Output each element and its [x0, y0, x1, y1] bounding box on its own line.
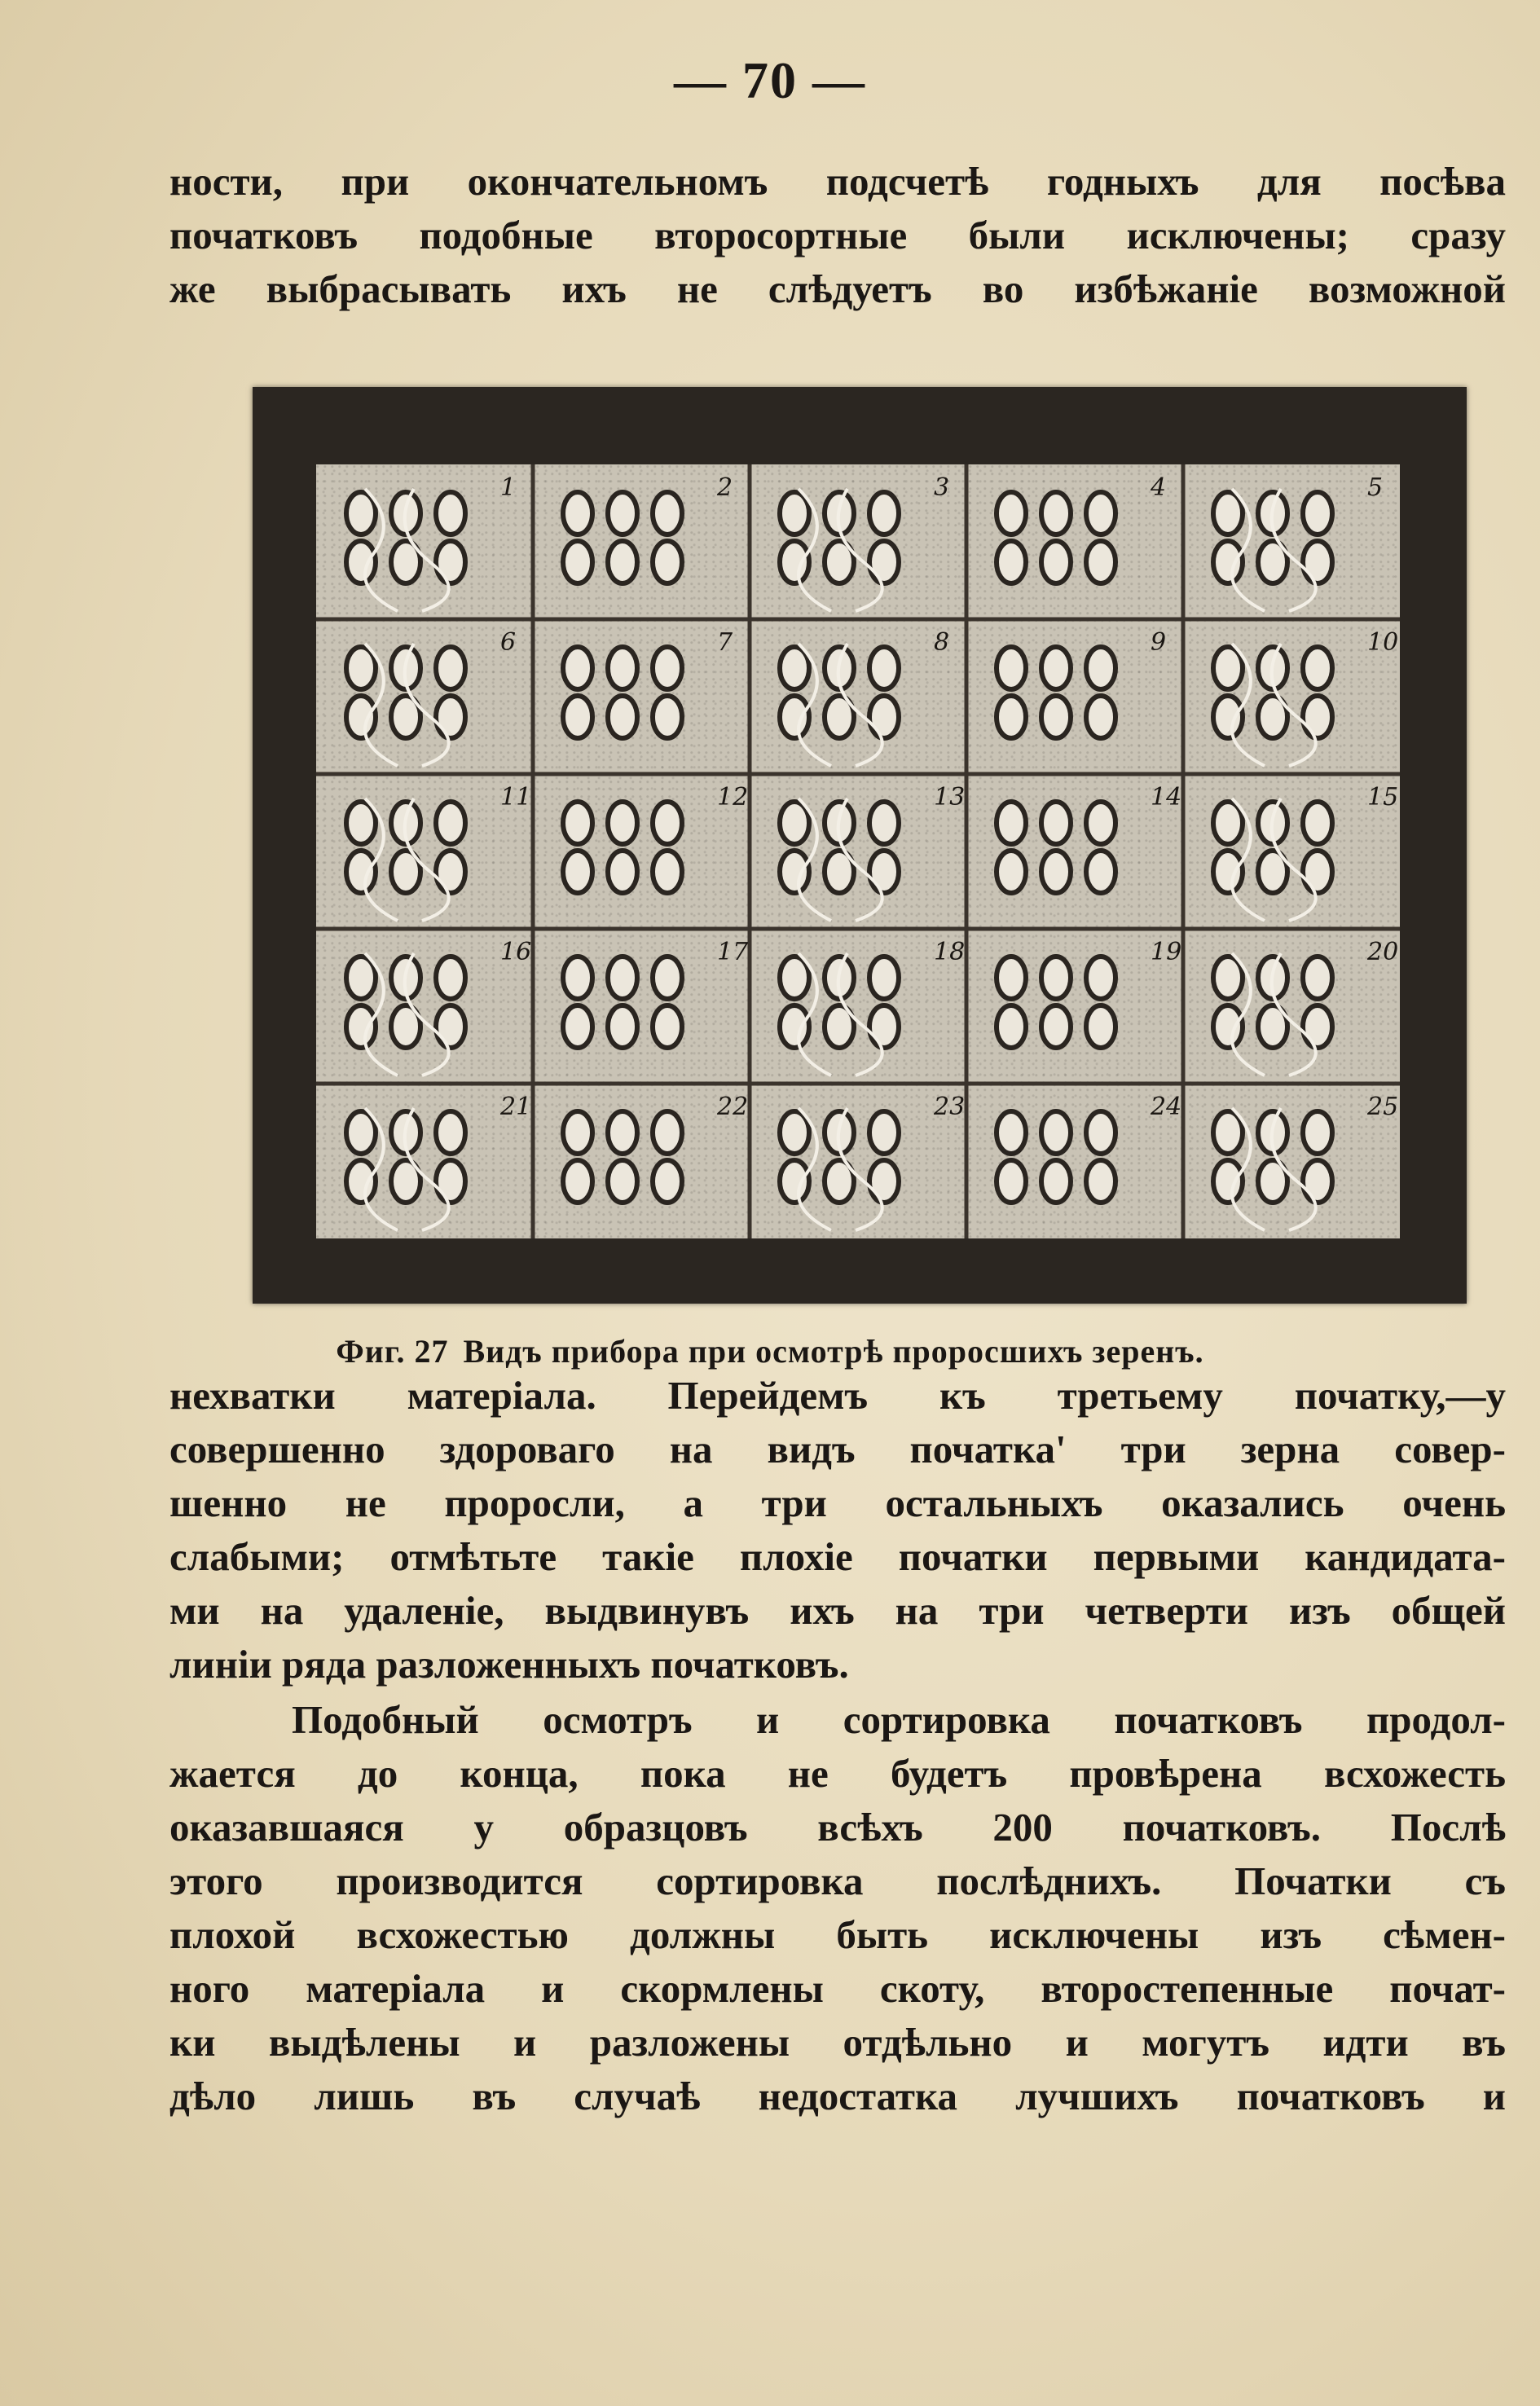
tray-cell — [1213, 783, 1398, 921]
seed-kernel — [346, 696, 376, 738]
seed-kernel — [1086, 957, 1115, 999]
seed-kernel — [436, 1005, 465, 1048]
seed-kernel — [608, 492, 637, 534]
seed-kernel — [346, 1005, 376, 1048]
seed-kernel — [780, 802, 809, 844]
seed-kernel — [346, 647, 376, 689]
seed-kernel — [780, 492, 809, 534]
tray-cell — [780, 473, 949, 611]
seed-kernel — [869, 696, 899, 738]
cell-number-label: 19 — [1151, 938, 1182, 966]
seed-kernel — [1303, 492, 1332, 534]
seed-kernel — [653, 957, 682, 999]
cell-number-label: 9 — [1151, 628, 1167, 657]
cell-number-label: 4 — [1151, 473, 1167, 502]
seed-kernel — [563, 541, 592, 583]
seed-kernel — [1213, 647, 1243, 689]
seed-kernel — [608, 1111, 637, 1154]
seed-kernel — [346, 492, 376, 534]
text-line: ного матеріала и скормлены скоту, второстепенные почат- — [169, 1966, 1506, 2011]
seed-kernel — [563, 957, 592, 999]
seed-kernel — [653, 492, 682, 534]
cell-number-label: 22 — [717, 1093, 749, 1121]
seed-kernel — [563, 696, 592, 738]
seed-kernel — [1213, 696, 1243, 738]
tray-cell — [780, 938, 965, 1075]
tray-cell — [1213, 628, 1398, 766]
tray-cell — [997, 1093, 1181, 1203]
seed-kernel — [1303, 851, 1332, 893]
text-line: початковъ подобные второсортные были исключены; сразу — [169, 213, 1506, 257]
seed-kernel — [1303, 696, 1332, 738]
tray-cell — [346, 1093, 531, 1230]
germination-tray-photo — [253, 387, 1467, 1304]
text-line: этого производится сортировка послѣднихъ. Початки съ — [169, 1858, 1506, 1903]
seed-kernel — [780, 541, 809, 583]
seed-kernel — [1041, 541, 1071, 583]
text-line: жается до конца, пока не будетъ провѣрена всхожесть — [169, 1751, 1506, 1796]
seed-kernel — [563, 1005, 592, 1048]
text-line: ки выдѣлены и разложены отдѣльно и могутъ идти въ — [169, 2020, 1506, 2065]
seed-kernel — [1086, 541, 1115, 583]
seed-kernel — [997, 851, 1026, 893]
text-line: дѣло лишь въ случаѣ недостатка лучшихъ початковъ и — [169, 2074, 1506, 2118]
text-line: ми на удаленіе, выдвинувъ ихъ на три четверти изъ общей — [169, 1588, 1506, 1633]
seed-kernel — [653, 1160, 682, 1203]
seed-kernel — [346, 1160, 376, 1203]
seed-kernel — [563, 647, 592, 689]
cell-number-label: 10 — [1367, 628, 1399, 657]
seed-kernel — [1041, 1005, 1071, 1048]
paragraph-bottom-2 — [169, 1693, 1506, 2123]
seed-kernel — [1086, 851, 1115, 893]
tray-cell — [780, 1093, 965, 1230]
figure-caption — [0, 1332, 1540, 1370]
seed-kernel — [1041, 1111, 1071, 1154]
tray-cell — [346, 938, 531, 1075]
cell-number-label: 24 — [1151, 1093, 1182, 1121]
seed-kernel — [1303, 647, 1332, 689]
tray-cell — [346, 783, 531, 921]
seed-kernel — [869, 851, 899, 893]
seed-kernel — [997, 647, 1026, 689]
seed-kernel — [653, 647, 682, 689]
seed-kernel — [780, 1160, 809, 1203]
tray-cell — [563, 1093, 748, 1203]
seed-kernel — [608, 802, 637, 844]
cell-number-label: 14 — [1151, 783, 1182, 812]
seed-kernel — [346, 957, 376, 999]
cell-number-label: 3 — [934, 473, 950, 502]
seed-kernel — [608, 1005, 637, 1048]
cell-number-label: 20 — [1367, 938, 1399, 966]
seed-kernel — [1213, 492, 1243, 534]
tray-cell — [997, 938, 1181, 1048]
text-line: ности, при окончательномъ подсчетѣ годныхъ для посѣва — [169, 159, 1506, 204]
tray-cell — [1213, 938, 1398, 1075]
seed-kernel — [1086, 1160, 1115, 1203]
seed-kernel — [869, 1160, 899, 1203]
text-line: слабыми; отмѣтьте такіе плохіе початки первыми кандидата- — [169, 1534, 1506, 1579]
seed-kernel — [653, 541, 682, 583]
seed-kernel — [1041, 1160, 1071, 1203]
figure-label: Фиг. 27 — [336, 1333, 449, 1370]
seed-kernel — [1041, 492, 1071, 534]
seed-kernel — [997, 1160, 1026, 1203]
seed-kernel — [869, 957, 899, 999]
tray-cell — [563, 938, 749, 1048]
seed-kernel — [1213, 1160, 1243, 1203]
seed-kernel — [780, 696, 809, 738]
seed-kernel — [608, 957, 637, 999]
tray-cell — [563, 783, 748, 893]
seed-kernel — [1213, 1111, 1243, 1154]
seed-kernel — [608, 1160, 637, 1203]
page-number: — 70 — — [674, 51, 866, 109]
seed-kernel — [1213, 957, 1243, 999]
seed-kernel — [436, 492, 465, 534]
seed-kernel — [436, 541, 465, 583]
seed-kernel — [608, 696, 637, 738]
seed-kernel — [997, 492, 1026, 534]
figure-caption-text: Видъ прибора при осмотрѣ проросшихъ зеренъ. — [463, 1333, 1204, 1370]
seed-kernel — [608, 851, 637, 893]
seed-kernel — [1213, 541, 1243, 583]
seed-kernel — [346, 541, 376, 583]
seed-kernel — [1303, 802, 1332, 844]
tray-cell — [1213, 1093, 1398, 1230]
seed-kernel — [1213, 851, 1243, 893]
seed-kernel — [1086, 802, 1115, 844]
seed-kernel — [436, 1111, 465, 1154]
cell-number-label: 12 — [717, 783, 749, 812]
tray-cell — [346, 473, 516, 611]
seed-kernel — [1303, 1111, 1332, 1154]
seed-kernel — [1086, 492, 1115, 534]
tray-cell — [997, 628, 1166, 738]
cell-number-label: 18 — [934, 938, 966, 966]
tray-cell — [997, 473, 1166, 583]
seed-kernel — [1041, 851, 1071, 893]
seed-kernel — [653, 851, 682, 893]
cell-number-label: 13 — [934, 783, 966, 812]
seed-kernel — [780, 1005, 809, 1048]
cell-number-label: 15 — [1367, 783, 1399, 812]
seed-kernel — [780, 957, 809, 999]
seed-kernel — [997, 802, 1026, 844]
tray-grid — [316, 464, 1400, 1238]
seed-kernel — [1086, 1005, 1115, 1048]
tray-cell — [1213, 473, 1383, 611]
text-line: нехватки матеріала. Перейдемъ къ третьему початку,—у — [169, 1373, 1506, 1418]
seed-kernel — [1213, 1005, 1243, 1048]
seed-kernel — [563, 1160, 592, 1203]
seed-kernel — [653, 802, 682, 844]
tray-cell — [997, 783, 1181, 893]
cell-number-label: 16 — [500, 938, 532, 966]
cell-number-label: 7 — [717, 628, 733, 657]
seed-kernel — [1303, 1005, 1332, 1048]
seed-kernel — [436, 1160, 465, 1203]
seed-kernel — [869, 1005, 899, 1048]
seed-kernel — [780, 851, 809, 893]
cell-number-label: 8 — [934, 628, 950, 657]
seed-kernel — [1303, 541, 1332, 583]
seed-kernel — [653, 1111, 682, 1154]
seed-kernel — [563, 1111, 592, 1154]
seed-kernel — [997, 957, 1026, 999]
tray-cell — [346, 628, 516, 766]
cell-number-label: 6 — [500, 628, 517, 657]
seed-kernel — [997, 541, 1026, 583]
seed-kernel — [346, 802, 376, 844]
seed-kernel — [1213, 802, 1243, 844]
seed-kernel — [436, 647, 465, 689]
text-line: плохой всхожестью должны быть исключены изъ сѣмен- — [169, 1912, 1506, 1957]
seed-kernel — [436, 696, 465, 738]
tray-surface — [316, 464, 1400, 1238]
tray-cell — [563, 628, 733, 738]
text-line: Подобный осмотръ и сортировка початковъ продол- — [292, 1697, 1506, 1742]
cell-number-label: 23 — [934, 1093, 966, 1121]
seed-kernel — [436, 851, 465, 893]
seed-kernel — [1041, 957, 1071, 999]
paragraph-top — [169, 155, 1506, 316]
seed-kernel — [1303, 957, 1332, 999]
text-line: оказавшаяся у образцовъ всѣхъ 200 початковъ. Послѣ — [169, 1805, 1506, 1850]
text-line: линіи ряда разложенныхъ початковъ. — [169, 1642, 849, 1687]
cell-number-label: 11 — [500, 783, 532, 812]
seed-kernel — [1303, 1160, 1332, 1203]
seed-kernel — [869, 802, 899, 844]
tray-cell — [780, 783, 965, 921]
seed-kernel — [869, 492, 899, 534]
paragraph-bottom — [169, 1369, 1506, 1691]
seed-kernel — [608, 541, 637, 583]
seed-kernel — [563, 802, 592, 844]
seed-kernel — [653, 1005, 682, 1048]
text-line: же выбрасывать ихъ не слѣдуетъ во избѣжаніе возможной — [169, 266, 1506, 311]
seed-kernel — [869, 541, 899, 583]
seed-kernel — [997, 1005, 1026, 1048]
seed-kernel — [1086, 647, 1115, 689]
cell-number-label: 21 — [500, 1093, 532, 1121]
seed-kernel — [997, 696, 1026, 738]
tray-cell — [780, 628, 949, 766]
seed-kernel — [780, 647, 809, 689]
seed-kernel — [346, 851, 376, 893]
text-line: совершенно здороваго на видъ початка' три зерна совер- — [169, 1427, 1506, 1471]
seed-kernel — [1041, 696, 1071, 738]
seed-kernel — [1086, 696, 1115, 738]
seed-kernel — [1041, 802, 1071, 844]
cell-number-label: 5 — [1367, 473, 1384, 502]
seed-kernel — [869, 647, 899, 689]
seed-kernel — [608, 647, 637, 689]
seed-kernel — [436, 802, 465, 844]
seed-kernel — [869, 1111, 899, 1154]
cell-number-label: 2 — [717, 473, 733, 502]
seed-kernel — [997, 1111, 1026, 1154]
seed-kernel — [1086, 1111, 1115, 1154]
cell-number-label: 17 — [717, 938, 749, 966]
seed-kernel — [1041, 647, 1071, 689]
seed-kernel — [563, 492, 592, 534]
seed-kernel — [653, 696, 682, 738]
seed-kernel — [780, 1111, 809, 1154]
seed-kernel — [346, 1111, 376, 1154]
tray-cell — [563, 473, 733, 583]
seed-kernel — [436, 957, 465, 999]
cell-number-label: 25 — [1367, 1093, 1399, 1121]
text-line: шенно не проросли, а три остальныхъ оказались очень — [169, 1480, 1506, 1525]
seed-kernel — [563, 851, 592, 893]
cell-number-label: 1 — [500, 473, 517, 502]
